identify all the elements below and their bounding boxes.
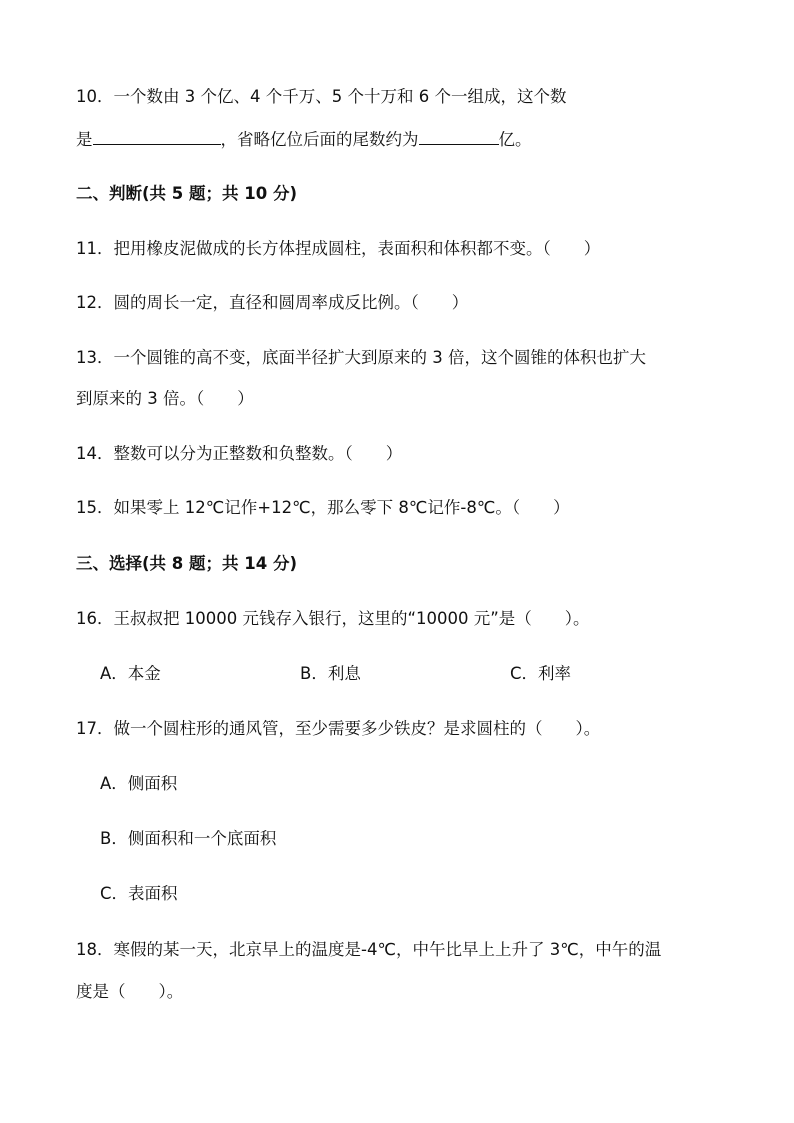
q11: 11．把用橡皮泥做成的长方体捏成圆柱，表面积和体积都不变。（ ） [76, 239, 601, 258]
q16-option-a[interactable]: A．本金 [100, 664, 161, 683]
q17-option-c[interactable]: C．表面积 [100, 884, 178, 903]
q10-line1: 10．一个数由 3 个亿、4 个千万、5 个十万和 6 个一组成，这个数 [76, 87, 567, 106]
q17: 17．做一个圆柱形的通风管，至少需要多少铁皮？是求圆柱的（ ）。 [76, 719, 601, 738]
q10-middle: ，省略亿位后面的尾数约为 [220, 130, 419, 149]
q17-option-b[interactable]: B．侧面积和一个底面积 [100, 829, 277, 848]
q16-option-b[interactable]: B．利息 [300, 664, 361, 683]
q18-line2: 度是（ ）。 [76, 982, 184, 1001]
q16-option-c[interactable]: C．利率 [510, 664, 572, 683]
q10-suffix: 亿。 [498, 130, 532, 149]
q12: 12．圆的周长一定，直径和圆周率成反比例。（ ） [76, 293, 469, 312]
q10-prefix: 是 [76, 130, 93, 149]
section-3-title: 三、选择(共 8 题；共 14 分) [76, 554, 298, 573]
q13-line1: 13．一个圆锥的高不变，底面半径扩大到原来的 3 倍，这个圆锥的体积也扩大 [76, 348, 646, 367]
q14: 14．整数可以分为正整数和负整数。（ ） [76, 444, 403, 463]
q16: 16．王叔叔把 10000 元钱存入银行，这里的“10000 元”是（ ）。 [76, 609, 590, 628]
q18-line1: 18．寒假的某一天，北京早上的温度是-4℃，中午比早上上升了 3℃，中午的温 [76, 940, 662, 959]
q10-answer-blank-2[interactable] [419, 130, 499, 145]
q15: 15．如果零上 12℃记作+12℃，那么零下 8℃记作-8℃。（ ） [76, 498, 570, 517]
section-2-title: 二、判断(共 5 题；共 10 分) [76, 184, 298, 203]
q10-line2 [76, 129, 532, 151]
q10-answer-blank-1[interactable] [93, 130, 221, 145]
q17-option-a[interactable]: A．侧面积 [100, 774, 178, 793]
q13-line2: 到原来的 3 倍。（ ） [76, 389, 254, 408]
